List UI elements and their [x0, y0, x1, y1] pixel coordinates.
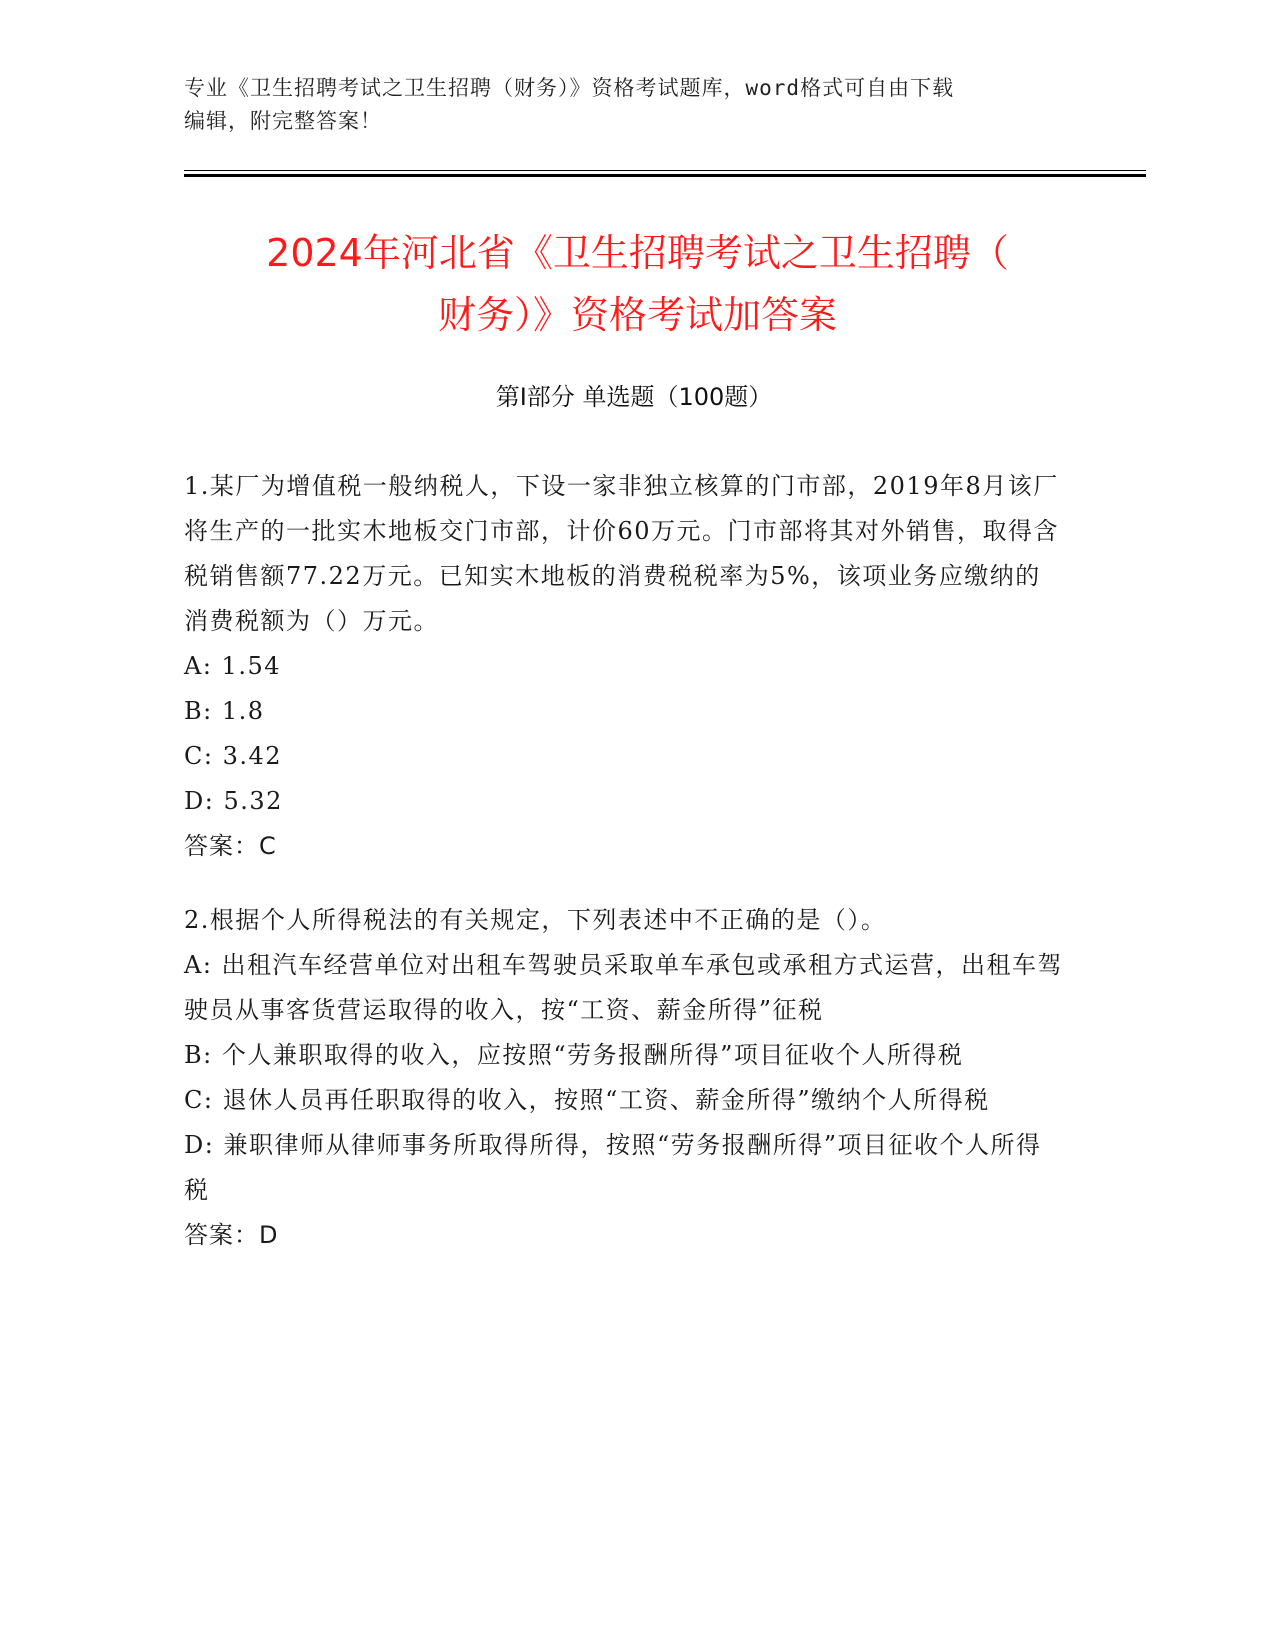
- question-1-stem: 1.某厂为增值税一般纳税人，下设一家非独立核算的门市部，2019年8月该厂将生产的一批实木地板交门市部，计价60万元。门市部将其对外销售，取得含税销售额77.22万元。已知实木地板的消费税税率为5%，该项业务应缴纳的消费税额为（）万元。: [184, 472, 1060, 635]
- question-1-option-a: A: 1.54: [184, 652, 281, 680]
- header-note-line-1: 专业《卫生招聘考试之卫生招聘（财务）》资格考试题库，word格式可自由下载: [184, 76, 955, 100]
- question-1-option-c: C: 3.42: [184, 742, 283, 770]
- document-title-line-1: 2024年河北省《卫生招聘考试之卫生招聘（: [266, 231, 1009, 275]
- question-2-option-b: B: 个人兼职取得的收入，应按照“劳务报酬所得”项目征收个人所得税: [184, 1041, 964, 1069]
- section-heading: 第Ⅰ部分 单选题（100题）: [495, 383, 773, 411]
- question-2-option-c: C: 退休人员再任职取得的收入，按照“工资、薪金所得”缴纳个人所得税: [184, 1086, 990, 1114]
- header-rule-thick: [184, 174, 1146, 177]
- question-1: [184, 464, 1064, 869]
- header-note-line-2: 编辑，附完整答案！: [184, 109, 382, 133]
- question-1-option-d: D: 5.32: [184, 787, 283, 815]
- document-title: [150, 222, 1125, 346]
- question-1-option-b: B: 1.8: [184, 697, 265, 725]
- question-2-stem: 2.根据个人所得税法的有关规定，下列表述中不正确的是（）。: [184, 906, 887, 934]
- question-2-option-d: D: 兼职律师从律师事务所取得所得，按照“劳务报酬所得”项目征收个人所得税: [184, 1131, 1042, 1204]
- document-title-line-2: 财务）》资格考试加答案: [437, 293, 837, 337]
- question-2-answer: 答案：D: [184, 1221, 279, 1249]
- header-rule-thin: [184, 170, 1146, 171]
- question-2-option-a: A: 出租汽车经营单位对出租车驾驶员采取单车承包或承租方式运营，出租车驾驶员从事客货营运取得的收入，按“工资、薪金所得”征税: [184, 951, 1064, 1024]
- header-note: [184, 72, 1064, 138]
- question-1-answer: 答案：C: [184, 832, 277, 860]
- question-2: [184, 898, 1064, 1258]
